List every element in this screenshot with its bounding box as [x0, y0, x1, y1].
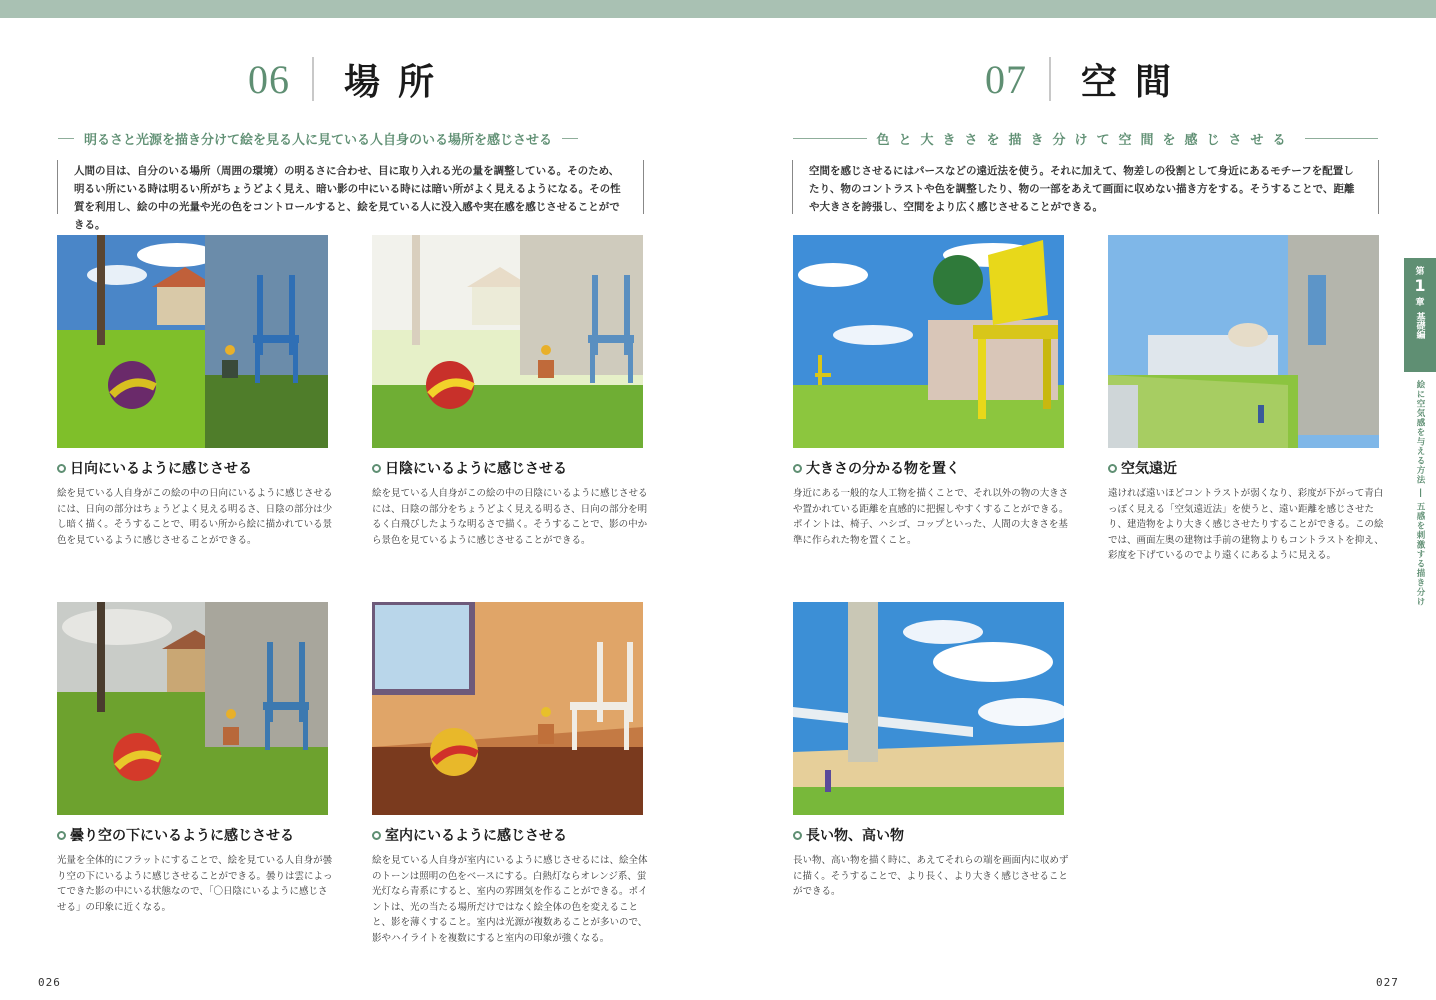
section-title: 空間 [1081, 61, 1190, 103]
section-07-intro: 空間を感じさせるにはパースなどの遠近法を使う。それに加えて、物差しの役割として身近にあるモチーフを配置したり、物のコントラストや色を調整したり、物の一部をあえて画面に収めない描き方をする。そうすることで、距離や大きさを誇張し、空間をより広く感じさせることができる。 [792, 160, 1379, 214]
page-number-right: 027 [1376, 976, 1399, 989]
section-title: 場所 [344, 61, 453, 103]
caption-tall-object [793, 825, 1069, 900]
subtitle-rule [1305, 138, 1379, 139]
bullet-icon [57, 831, 66, 840]
title-divider [1049, 57, 1051, 101]
caption-scale-object [793, 458, 1069, 548]
caption-body: 絵を見ている人自身がこの絵の中の日陰にいるように感じさせるには、日陰の部分をちょうどよく見える明るさ、日向の部分を明るく白飛びしたような明るさで描く。そうすることで、影の中から景色を見ているように感じさせることができる。 [372, 488, 648, 546]
section-number: 06 [248, 56, 290, 102]
subtitle-text: 明るさと光源を描き分けて絵を見る人に見ている人自身のいる場所を感じさせる [84, 132, 553, 148]
illustration-sunny [57, 235, 328, 448]
bullet-icon [1108, 464, 1117, 473]
caption-aerial-perspective [1108, 458, 1384, 564]
title-divider [312, 57, 314, 101]
caption-heading: 大きさの分かる物を置く [806, 461, 960, 477]
caption-body: 絵を見ている人自身が室内にいるように感じさせるには、絵全体のトーンは照明の色をベースにする。白熱灯ならオレンジ系、蛍光灯なら青系にすると、室内の雰囲気を作ることができる。ポイントは、光の当たる場所だけではなく絵全体の色を変えることと、影を薄くすること。室内は光源が複数あることが多いので、影やハイライトを複数にすると室内の印象が強くなる。 [372, 855, 648, 944]
caption-heading: 空気遠近 [1121, 461, 1177, 477]
section-06-intro: 人間の目は、自分のいる場所（周囲の環境）の明るさに合わせ、目に取り入れる光の量を調整している。そのため、明るい所にいる時は明るい所がちょうどよく見え、暗い影の中にいる時には暗い所がよく見えるようになる。その性質を利用し、絵の中の光量や光の色をコントロールすると、絵を見ている人に没入感や実在感を感じさせることができる。 [57, 160, 644, 214]
bullet-icon [372, 464, 381, 473]
bullet-icon [793, 831, 802, 840]
illustration-indoor [372, 602, 643, 815]
illustration-tall-object [793, 602, 1064, 815]
chapter-number: 1 [1414, 276, 1426, 295]
section-07-subtitle [793, 128, 1378, 148]
caption-heading: 日向にいるように感じさせる [70, 461, 252, 477]
caption-heading: 長い物、高い物 [806, 828, 904, 844]
top-color-bar [0, 0, 1436, 18]
illustration-scale-object [793, 235, 1064, 448]
subtitle-text: 色と大きさを描き分けて空間を感じさせる [876, 132, 1295, 148]
caption-heading: 室内にいるように感じさせる [385, 828, 567, 844]
bullet-icon [793, 464, 802, 473]
caption-sunny [57, 458, 333, 548]
caption-body: 遠ければ遠いほどコントラストが弱くなり、彩度が下がって青白っぽく見える「空気遠近法」を使うと、遠い距離を感じさせたり、建造物をより大きく感じさせたりすることができる。この絵では、画面左奥の建物は手前の建物よりもコントラストを抑え、彩度を下げているのでより遠くにあるように見える。 [1108, 488, 1384, 561]
section-number: 07 [985, 56, 1027, 102]
caption-heading: 日陰にいるように感じさせる [385, 461, 567, 477]
page-number-left: 026 [38, 976, 61, 989]
chapter-prefix: 第 [1415, 267, 1425, 277]
section-06-subtitle [58, 128, 643, 148]
section-07-title [985, 55, 1189, 103]
subtitle-rule [562, 138, 578, 139]
chapter-suffix: 章 [1415, 298, 1425, 308]
caption-body: 長い物、高い物を描く時に、あえてそれらの端を画面内に収めずに描く。そうすることで、より長く、より大きく感じさせることができる。 [793, 855, 1069, 897]
chapter-vertical-text: 絵に空気感を与える方法 ― 五感を刺激する描き分け [1415, 380, 1425, 607]
caption-indoor [372, 825, 648, 946]
caption-body: 身近にある一般的な人工物を描くことで、それ以外の物の大きさや置かれている距離を直感的に把握しやすくすることができる。ポイントは、椅子、ハシゴ、コップといった、人間の大きさを基準に作られた物を置くこと。 [793, 488, 1069, 546]
chapter-part: 基礎編 [1414, 312, 1425, 339]
caption-shade [372, 458, 648, 548]
illustration-cloudy [57, 602, 328, 815]
bullet-icon [57, 464, 66, 473]
caption-body: 絵を見ている人自身がこの絵の中の日向にいるように感じさせるには、日向の部分はちょうどよく見える明るさ、日陰の部分は少し暗く描く。そうすることで、明るい所から絵に描かれている景色を見ているように感じさせることができる。 [57, 488, 333, 546]
illustration-aerial-perspective [1108, 235, 1379, 448]
illustration-shade [372, 235, 643, 448]
caption-cloudy [57, 825, 333, 915]
chapter-block [1404, 258, 1436, 372]
chapter-side-tab [1404, 258, 1436, 607]
subtitle-rule [58, 138, 74, 139]
caption-heading: 曇り空の下にいるように感じさせる [70, 828, 294, 844]
caption-body: 光量を全体的にフラットにすることで、絵を見ている人自身が曇り空の下にいるように感じさせることができる。曇りは雲によってできた影の中にいる状態なので、「〇日陰にいるように感じさせる」の印象に近くなる。 [57, 855, 333, 913]
subtitle-rule [793, 138, 867, 139]
bullet-icon [372, 831, 381, 840]
section-06-title [248, 55, 452, 103]
